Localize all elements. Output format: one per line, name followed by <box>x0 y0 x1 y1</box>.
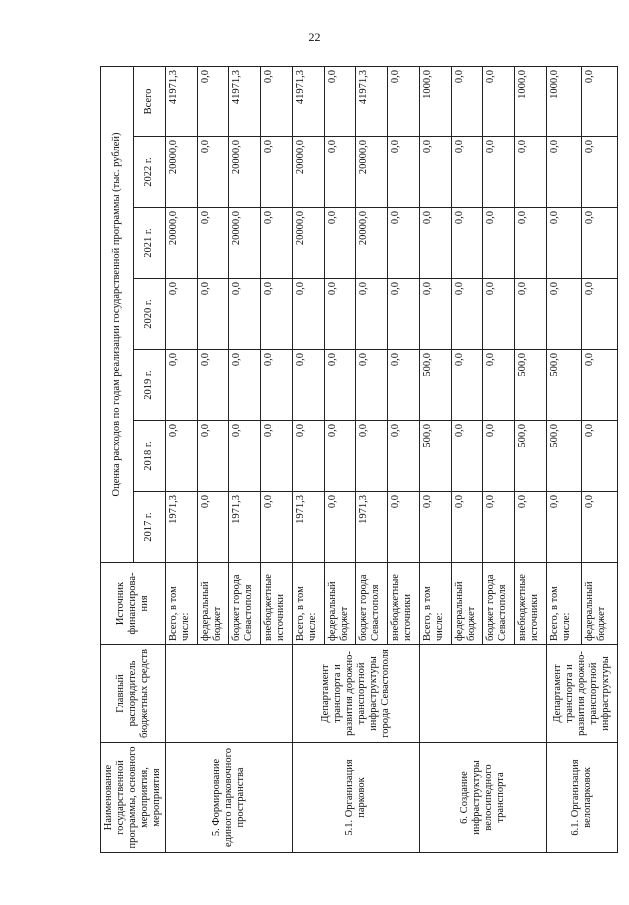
item-name-cell: 6. Создание инфраструктуры велосипедного транспорта <box>419 743 546 853</box>
value-cell: 0,0 <box>324 492 356 563</box>
value-cell: 0,0 <box>229 279 261 350</box>
value-cell: 0,0 <box>483 279 515 350</box>
source-cell: бюджет города Севастополя <box>229 563 261 645</box>
total-cell: 1000,0 <box>515 66 547 136</box>
table-body <box>166 66 618 852</box>
value-cell: 500,0 <box>546 350 582 421</box>
value-cell: 0,0 <box>229 350 261 421</box>
value-cell: 20000,0 <box>356 208 388 279</box>
source-cell: федеральный бюджет <box>197 563 229 645</box>
value-cell: 500,0 <box>515 421 547 492</box>
source-cell: федеральный бюджет <box>582 563 618 645</box>
value-cell: 0,0 <box>483 208 515 279</box>
value-cell: 0,0 <box>483 421 515 492</box>
header-estimate: Оценка расходов по годам реализации государственной программы (тыс. рублей) <box>101 66 134 562</box>
value-cell: 0,0 <box>483 137 515 208</box>
manager-cell <box>419 645 546 743</box>
manager-cell: Департамент транспорта и развития дорожно-транспортной инфраструктуры <box>546 645 617 743</box>
value-cell: 0,0 <box>515 279 547 350</box>
source-cell: внебюджетные источники <box>261 563 293 645</box>
item-name-cell: 6.1. Организация велопарковок <box>546 743 617 853</box>
value-cell: 20000,0 <box>356 137 388 208</box>
source-cell: Всего, в том числе: <box>546 563 582 645</box>
value-cell: 0,0 <box>166 279 198 350</box>
header-source: Источник финансирова-ния <box>101 563 166 645</box>
value-cell: 0,0 <box>582 421 618 492</box>
source-cell: внебюджетные источники <box>515 563 547 645</box>
value-cell: 0,0 <box>388 137 420 208</box>
value-cell: 0,0 <box>388 492 420 563</box>
value-cell: 1971,3 <box>356 492 388 563</box>
value-cell: 0,0 <box>419 279 451 350</box>
value-cell: 0,0 <box>261 492 293 563</box>
header-year: 2021 г. <box>133 208 166 279</box>
value-cell: 0,0 <box>451 350 483 421</box>
value-cell: 0,0 <box>197 208 229 279</box>
total-cell: 41971,3 <box>356 66 388 136</box>
value-cell: 0,0 <box>582 137 618 208</box>
manager-cell: Департамент транспорта и развития дорожно-транспортной инфраструктуры города Севастополя <box>292 645 419 743</box>
value-cell: 0,0 <box>546 492 582 563</box>
source-cell: бюджет города Севастополя <box>483 563 515 645</box>
table-row <box>166 66 198 852</box>
value-cell: 0,0 <box>451 137 483 208</box>
value-cell: 0,0 <box>546 279 582 350</box>
header-year: 2022 г. <box>133 137 166 208</box>
value-cell: 0,0 <box>292 350 324 421</box>
total-cell: 0,0 <box>197 66 229 136</box>
table-rotation-frame <box>100 67 613 853</box>
budget-table <box>100 66 618 853</box>
value-cell: 0,0 <box>197 137 229 208</box>
value-cell: 0,0 <box>292 279 324 350</box>
value-cell: 0,0 <box>388 350 420 421</box>
table-row <box>419 66 451 852</box>
value-cell: 0,0 <box>515 492 547 563</box>
value-cell: 0,0 <box>419 208 451 279</box>
value-cell: 0,0 <box>451 421 483 492</box>
value-cell: 0,0 <box>197 492 229 563</box>
value-cell: 500,0 <box>546 421 582 492</box>
value-cell: 0,0 <box>582 279 618 350</box>
total-cell: 0,0 <box>324 66 356 136</box>
value-cell: 0,0 <box>229 421 261 492</box>
value-cell: 0,0 <box>451 492 483 563</box>
value-cell: 1971,3 <box>292 492 324 563</box>
table-head <box>101 66 166 852</box>
total-cell: 0,0 <box>451 66 483 136</box>
value-cell: 0,0 <box>451 208 483 279</box>
value-cell: 20000,0 <box>166 137 198 208</box>
total-cell: 0,0 <box>483 66 515 136</box>
total-cell: 41971,3 <box>292 66 324 136</box>
total-cell: 1000,0 <box>546 66 582 136</box>
value-cell: 500,0 <box>419 350 451 421</box>
header-manager: Главный распорядитель бюджетных средств <box>101 645 166 743</box>
source-cell: Всего, в том числе: <box>419 563 451 645</box>
value-cell: 0,0 <box>356 350 388 421</box>
rotated-table-container <box>100 67 613 853</box>
source-cell: федеральный бюджет <box>451 563 483 645</box>
value-cell: 0,0 <box>261 279 293 350</box>
value-cell: 1971,3 <box>166 492 198 563</box>
value-cell: 0,0 <box>166 350 198 421</box>
value-cell: 1971,3 <box>229 492 261 563</box>
total-cell: 0,0 <box>582 66 618 136</box>
value-cell: 0,0 <box>582 208 618 279</box>
source-cell: федеральный бюджет <box>324 563 356 645</box>
total-cell: 1000,0 <box>419 66 451 136</box>
header-year: 2019 г. <box>133 350 166 421</box>
item-name-cell: 5. Формирование единого парковочного пространства <box>166 743 293 853</box>
total-cell: 0,0 <box>388 66 420 136</box>
header-year: 2018 г. <box>133 421 166 492</box>
value-cell: 0,0 <box>546 137 582 208</box>
header-total: Всего <box>133 66 166 136</box>
table-row <box>546 66 582 852</box>
value-cell: 0,0 <box>197 279 229 350</box>
source-cell: внебюджетные источники <box>388 563 420 645</box>
value-cell: 0,0 <box>166 421 198 492</box>
value-cell: 0,0 <box>261 137 293 208</box>
source-cell: Всего, в том числе: <box>292 563 324 645</box>
value-cell: 0,0 <box>582 492 618 563</box>
value-cell: 0,0 <box>419 492 451 563</box>
source-cell: Всего, в том числе: <box>166 563 198 645</box>
value-cell: 0,0 <box>324 208 356 279</box>
total-cell: 41971,3 <box>229 66 261 136</box>
value-cell: 20000,0 <box>229 208 261 279</box>
value-cell: 0,0 <box>324 350 356 421</box>
table-row <box>292 66 324 852</box>
value-cell: 20000,0 <box>292 208 324 279</box>
value-cell: 0,0 <box>515 137 547 208</box>
value-cell: 0,0 <box>324 421 356 492</box>
value-cell: 0,0 <box>261 208 293 279</box>
value-cell: 0,0 <box>451 279 483 350</box>
total-cell: 0,0 <box>261 66 293 136</box>
value-cell: 0,0 <box>324 279 356 350</box>
header-year: 2017 г. <box>133 492 166 563</box>
value-cell: 0,0 <box>197 350 229 421</box>
value-cell: 0,0 <box>292 421 324 492</box>
value-cell: 0,0 <box>388 421 420 492</box>
value-cell: 20000,0 <box>229 137 261 208</box>
value-cell: 0,0 <box>419 137 451 208</box>
value-cell: 500,0 <box>419 421 451 492</box>
value-cell: 20000,0 <box>166 208 198 279</box>
value-cell: 0,0 <box>356 279 388 350</box>
value-cell: 0,0 <box>388 208 420 279</box>
total-cell: 41971,3 <box>166 66 198 136</box>
value-cell: 0,0 <box>324 137 356 208</box>
value-cell: 20000,0 <box>292 137 324 208</box>
value-cell: 0,0 <box>388 279 420 350</box>
value-cell: 500,0 <box>515 350 547 421</box>
value-cell: 0,0 <box>356 421 388 492</box>
header-year: 2020 г. <box>133 279 166 350</box>
manager-cell <box>166 645 293 743</box>
value-cell: 0,0 <box>261 421 293 492</box>
value-cell: 0,0 <box>515 208 547 279</box>
item-name-cell: 5.1. Организация парковок <box>292 743 419 853</box>
value-cell: 0,0 <box>483 492 515 563</box>
value-cell: 0,0 <box>261 350 293 421</box>
source-cell: бюджет города Севастополя <box>356 563 388 645</box>
header-name: Наименование государственной программы, основного мероприятия, мероприятия <box>101 743 166 853</box>
value-cell: 0,0 <box>546 208 582 279</box>
value-cell: 0,0 <box>197 421 229 492</box>
value-cell: 0,0 <box>483 350 515 421</box>
page-number: 22 <box>308 30 321 44</box>
value-cell: 0,0 <box>582 350 618 421</box>
